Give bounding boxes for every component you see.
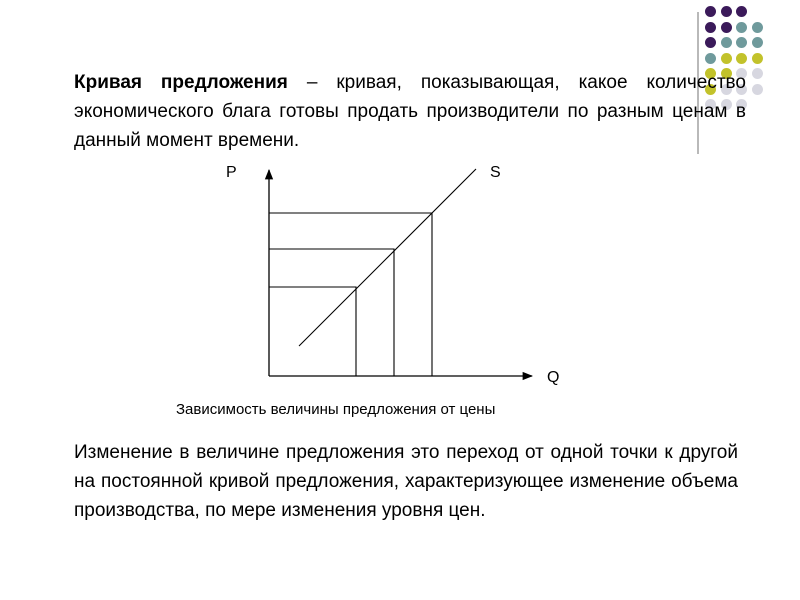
definition-paragraph — [74, 68, 746, 155]
decorative-dot — [705, 53, 716, 64]
supply-curve-diagram — [200, 160, 600, 395]
decorative-dot — [721, 22, 732, 33]
decorative-dot — [721, 53, 732, 64]
x-axis-label: Q — [547, 369, 560, 386]
decorative-dot — [705, 22, 716, 33]
definition-text: – кривая, показывающая, какое количество экономического блага готовы продать производители по разным ценам в данный момент времени. — [74, 72, 746, 151]
diagram-caption: Зависимость величины предложения от цены — [176, 401, 496, 418]
decorative-dot — [736, 53, 747, 64]
decorative-dot — [736, 37, 747, 48]
decorative-dot — [721, 6, 732, 17]
decorative-dot — [721, 37, 732, 48]
decorative-dot — [752, 84, 763, 95]
y-axis-label: P — [226, 164, 237, 181]
supply-curve-label: S — [490, 164, 501, 181]
decorative-dot — [705, 6, 716, 17]
point-2-guide — [269, 249, 394, 376]
explanation-paragraph: Изменение в величине предложения это переход от одной точки к другой на постоянной кривой предложения, характеризующее изменение объема производства, по мере изменения уровня цен. — [74, 442, 738, 521]
decorative-dot — [752, 22, 763, 33]
decorative-dot — [736, 6, 747, 17]
decorative-dot — [736, 22, 747, 33]
decorative-dot — [752, 68, 763, 79]
definition-term: Кривая предложения — [74, 72, 288, 93]
decorative-dot — [752, 53, 763, 64]
decorative-dot — [752, 37, 763, 48]
point-1-guide — [269, 287, 356, 376]
supply-curve — [299, 169, 476, 346]
decorative-dot — [705, 37, 716, 48]
